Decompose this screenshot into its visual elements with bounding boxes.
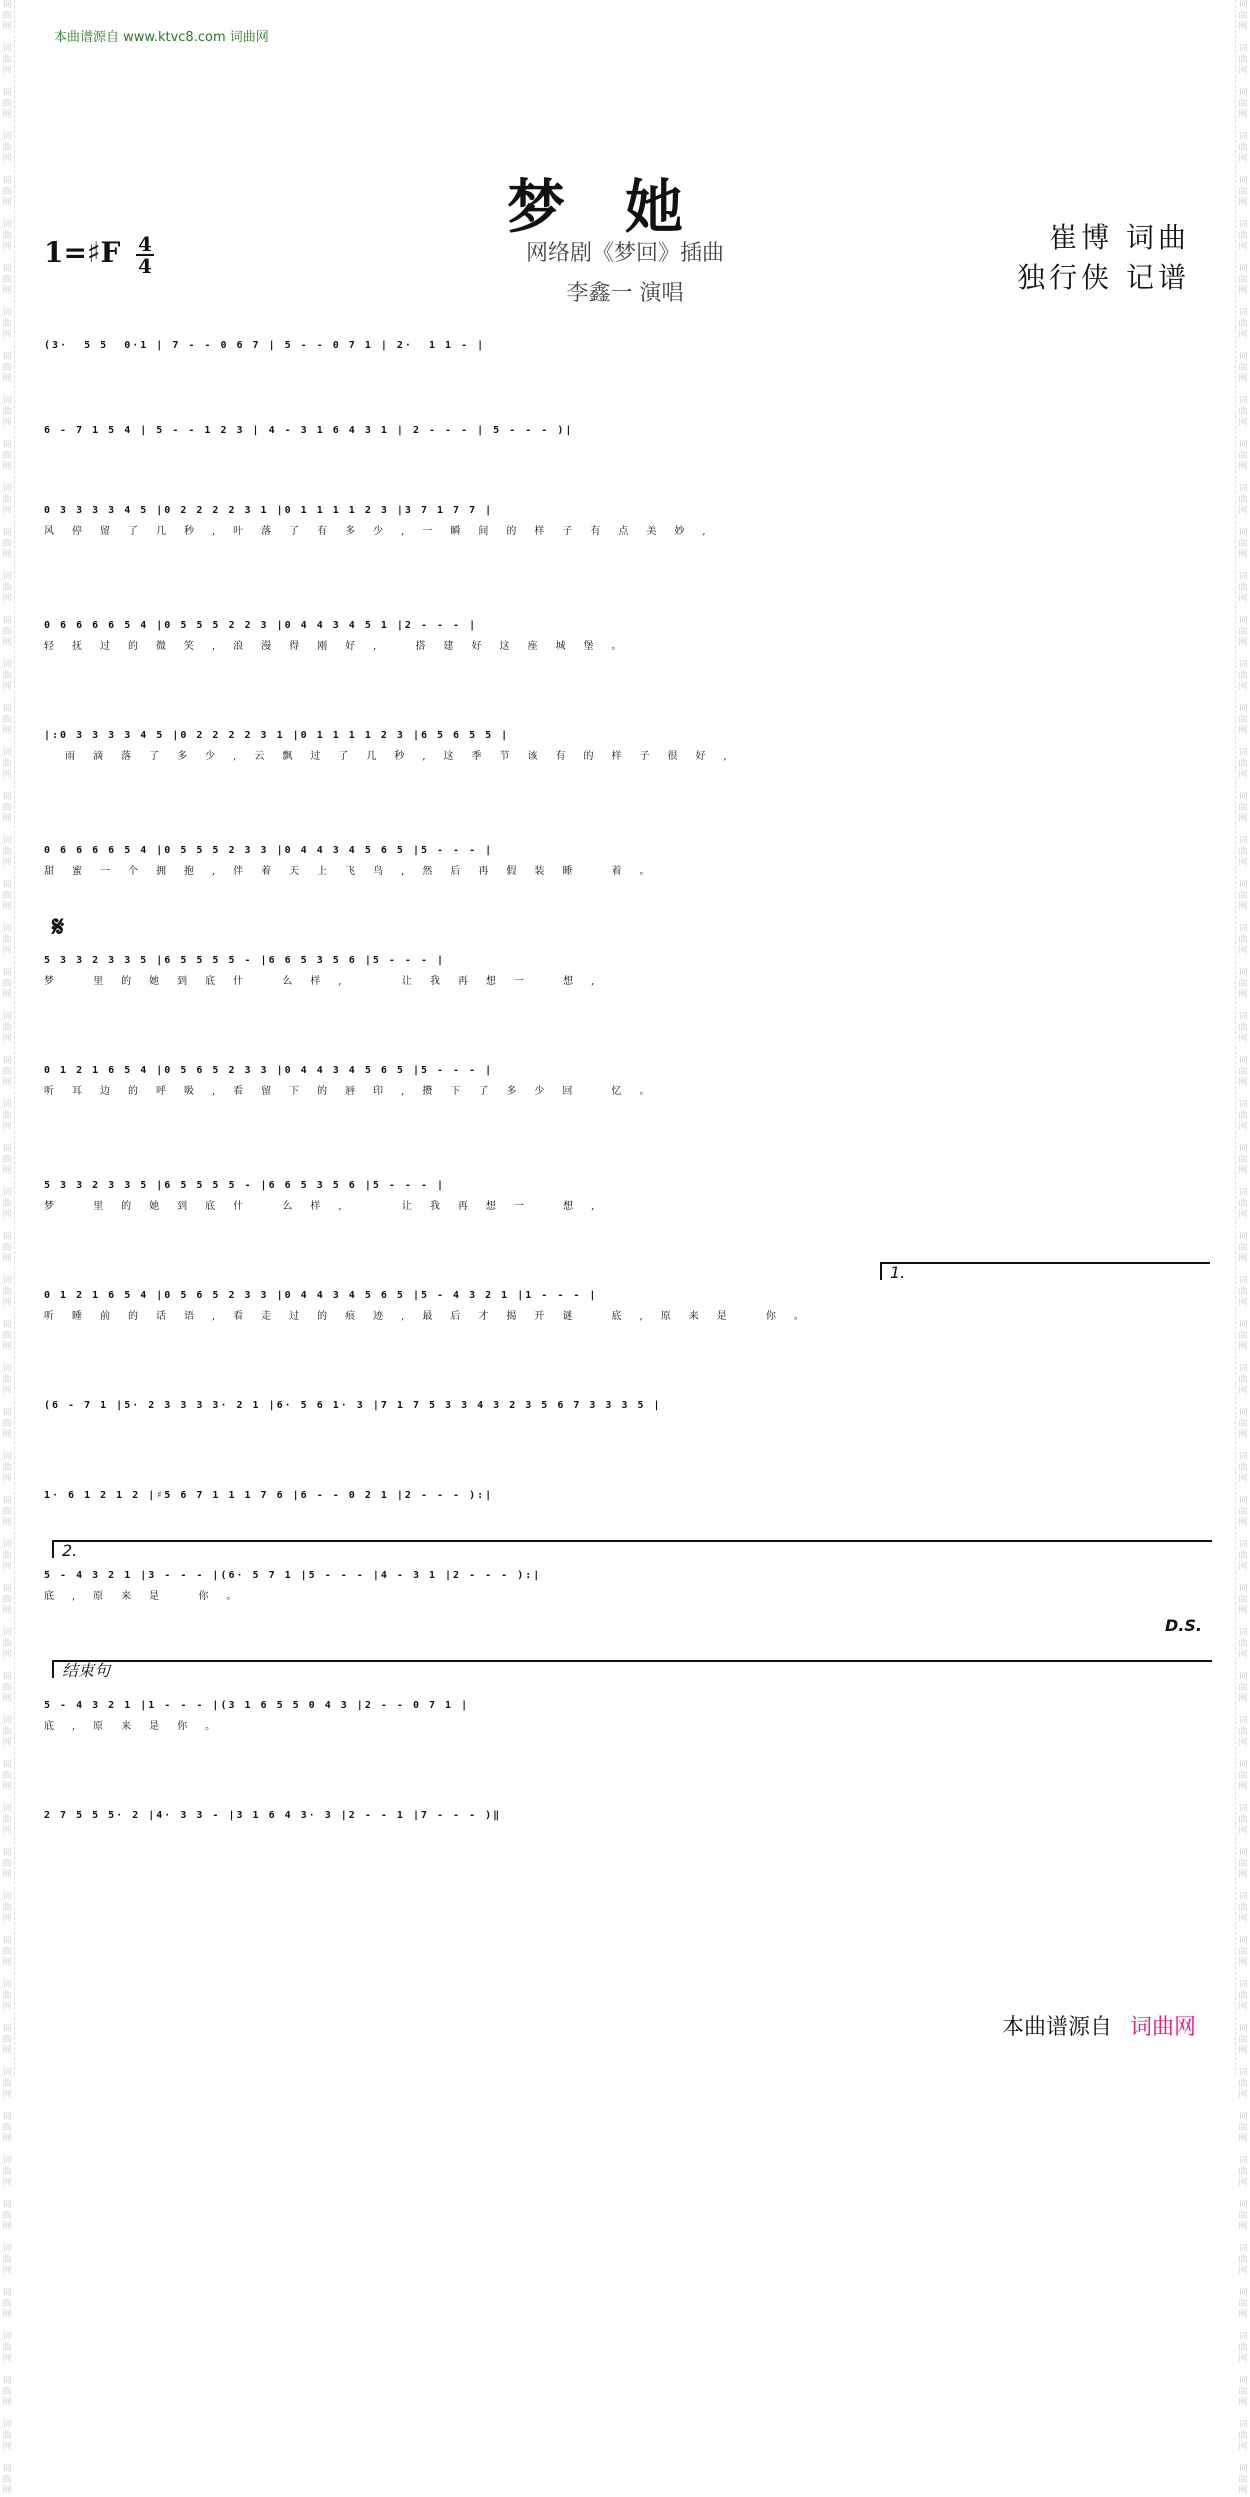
notation-line: 2 7 5 5 5· 2 |4· 3 3 - |3 1 6 4 3· 3 |2 - - 1 |7 - - - )‖ — [44, 1810, 502, 1821]
segno-sign: 𝄋 — [52, 910, 65, 943]
lyrics-line: 听睡前的话语,看走过的痕迹,最后才揭开谜 底,原来是 你。 — [44, 1311, 822, 1322]
song-title: 梦她 — [506, 173, 743, 241]
score-row — [44, 730, 1209, 762]
time-denominator: 4 — [138, 254, 152, 278]
volta-second-ending: 2. — [52, 1540, 1212, 1558]
lyrics-line: 底,原来是 你。 — [44, 1591, 255, 1602]
notation-line: 0 1 2 1 6 5 4 |0 5 6 5 2 3 3 |0 4 4 3 4 5 6 5 |5 - 4 3 2 1 |1 - - - | — [44, 1290, 598, 1301]
source-top-note: 本曲谱源自 www.ktvc8.com 词曲网 — [54, 30, 269, 45]
score-row — [44, 620, 1209, 652]
right-watermark-strip: 词 曲 网 词 曲 网 词 曲 网 词 曲 网 词 曲 网 词 曲 网 词 曲 网 词 曲 网 词 曲 网 词 曲 网 词 曲 网 词 曲 网 词 曲 网 词 曲 网 词 曲 网 词 曲 网 词 曲 网 词 曲 网 词 曲 网 词 曲 网 词 曲 网 词 曲 网 词 曲 网 词 曲 网 词 曲 网 词 曲 网 词 曲 网 词 曲 网 词 曲 网 词 曲 网 词 曲 网 词 曲 网 词 曲 网 词 曲 网 词 曲 网 词 曲 网 词 曲 网 词 曲 网 词 曲 网 词 曲 网 词 曲 网 词 曲 网 词 曲 网 词 曲 网 词 曲 网 词 曲 网 词 曲 网 词 曲 网 词 曲 网 词 曲 网 词 曲 网 词 曲 网 词 曲 网 词 曲 网 词 曲 网 词 曲 网 词 曲 网 — [1235, 0, 1250, 2075]
transcriber-credit: 独行侠 记谱 — [1017, 261, 1190, 294]
left-watermark-strip: 词 曲 网 词 曲 网 词 曲 网 词 曲 网 词 曲 网 词 曲 网 词 曲 网 词 曲 网 词 曲 网 词 曲 网 词 曲 网 词 曲 网 词 曲 网 词 曲 网 词 曲 网 词 曲 网 词 曲 网 词 曲 网 词 曲 网 词 曲 网 词 曲 网 词 曲 网 词 曲 网 词 曲 网 词 曲 网 词 曲 网 词 曲 网 词 曲 网 词 曲 网 词 曲 网 词 曲 网 词 曲 网 词 曲 网 词 曲 网 词 曲 网 词 曲 网 词 曲 网 词 曲 网 词 曲 网 词 曲 网 词 曲 网 词 曲 网 词 曲 网 词 曲 网 词 曲 网 词 曲 网 词 曲 网 词 曲 网 词 曲 网 词 曲 网 词 曲 网 词 曲 网 词 曲 网 词 曲 网 词 曲 网 词 曲 网 词 曲 网 — [0, 0, 15, 2075]
key-signature: 1=♯F — [44, 236, 121, 269]
lyrics-music-credit: 崔博 词曲 — [1049, 221, 1190, 254]
performer-credit: 李鑫一 演唱 — [566, 281, 684, 306]
lyrics-line: 轻抚过的微笑,浪漫得刚好, 搭建好这座城堡。 — [44, 641, 640, 652]
notation-line: 1· 6 1 2 1 2 |♯5 6 7 1 1 1 7 6 |6 - - 0 2 1 |2 - - - ):| — [44, 1490, 494, 1501]
score-row — [44, 1290, 1209, 1322]
lyrics-line: 雨滴落了多少,云飘过了几秒,这季节该有的样子很好, — [44, 751, 745, 762]
lyrics-line: 甜蜜一个拥抱,伴着天上飞鸟,然后再假装睡 着。 — [44, 866, 668, 877]
score-row — [44, 1180, 1209, 1212]
score-row — [44, 955, 1209, 987]
notation-line: 5 3 3 2 3 3 5 |6 5 5 5 5 - |6 6 5 3 5 6 |5 - - - | — [44, 1180, 446, 1191]
notation-line: 0 1 2 1 6 5 4 |0 5 6 5 2 3 3 |0 4 4 3 4 5 6 5 |5 - - - | — [44, 1065, 494, 1076]
lyrics-line: 梦 里的她到底什 么样, 让我再想一 想, — [44, 1201, 613, 1212]
score-row — [44, 1065, 1209, 1097]
score-row — [44, 340, 1209, 351]
song-subtitle: 网络剧《梦回》插曲 — [525, 241, 724, 266]
notation-line: 5 3 3 2 3 3 5 |6 5 5 5 5 - |6 6 5 3 5 6 |5 - - - | — [44, 955, 446, 966]
notation-line: (6 - 7 1 |5· 2 3 3 3 3· 2 1 |6· 5 6 1· 3 |7 1 7 5 3 3 4 3 2 3 5 6 7 3 3 3 5 | — [44, 1400, 662, 1411]
score-row — [44, 1400, 1209, 1411]
time-signature — [136, 234, 154, 276]
volta-first-ending: 1. — [880, 1262, 1210, 1280]
score-row — [44, 1700, 1209, 1732]
coda-section-label: 结束句 — [52, 1660, 1212, 1678]
source-bottom-brand[interactable]: 词曲网 — [1129, 2015, 1196, 2040]
notation-line: 0 6 6 6 6 5 4 |0 5 5 5 2 3 3 |0 4 4 3 4 5 6 5 |5 - - - | — [44, 845, 494, 856]
notation-line: 5 - 4 3 2 1 |3 - - - |(6· 5 7 1 |5 - - - |4 - 3 1 |2 - - - ):| — [44, 1570, 542, 1581]
notation-line: 5 - 4 3 2 1 |1 - - - |(3 1 6 5 5 0 4 3 |2 - - 0 7 1 | — [44, 1700, 470, 1711]
score-row — [44, 505, 1209, 537]
notation-line: 6 - 7 1 5 4 | 5 - - 1 2 3 | 4 - 3 1 6 4 3 1 | 2 - - - | 5 - - - )| — [44, 425, 574, 436]
notation-line: 0 3 3 3 3 4 5 |0 2 2 2 2 3 1 |0 1 1 1 1 2 3 |3 7 1 7 7 | — [44, 505, 494, 516]
ds-marker: D.S. — [1165, 1616, 1202, 1635]
source-bottom-text: 本曲谱源自 — [1001, 2015, 1112, 2040]
lyrics-line: 听耳边的呼吸,看留下的唇印,攒下了多少回 忆。 — [44, 1086, 668, 1097]
notation-line: |:0 3 3 3 3 4 5 |0 2 2 2 2 3 1 |0 1 1 1 1 2 3 |6 5 6 5 5 | — [44, 730, 510, 741]
notation-line: (3· 5 5 0·1 | 7 - - 0 6 7 | 5 - - 0 7 1 | 2· 1 1 - | — [44, 340, 486, 351]
score-row — [44, 1810, 1209, 1821]
score-row — [44, 1490, 1209, 1501]
lyrics-line: 风停留了几秒,叶落了有多少,一瞬间的样子有点美妙, — [44, 526, 724, 537]
notation-line: 0 6 6 6 6 5 4 |0 5 5 5 2 2 3 |0 4 4 3 4 5 1 |2 - - - | — [44, 620, 478, 631]
lyrics-line: 底,原来是你。 — [44, 1721, 234, 1732]
source-bottom-note — [1002, 2010, 1196, 2041]
score-row — [44, 845, 1209, 877]
score-row — [44, 1570, 1209, 1602]
time-numerator: 4 — [138, 232, 152, 256]
lyrics-line: 梦 里的她到底什 么样, 让我再想一 想, — [44, 976, 613, 987]
score-row — [44, 425, 1209, 436]
